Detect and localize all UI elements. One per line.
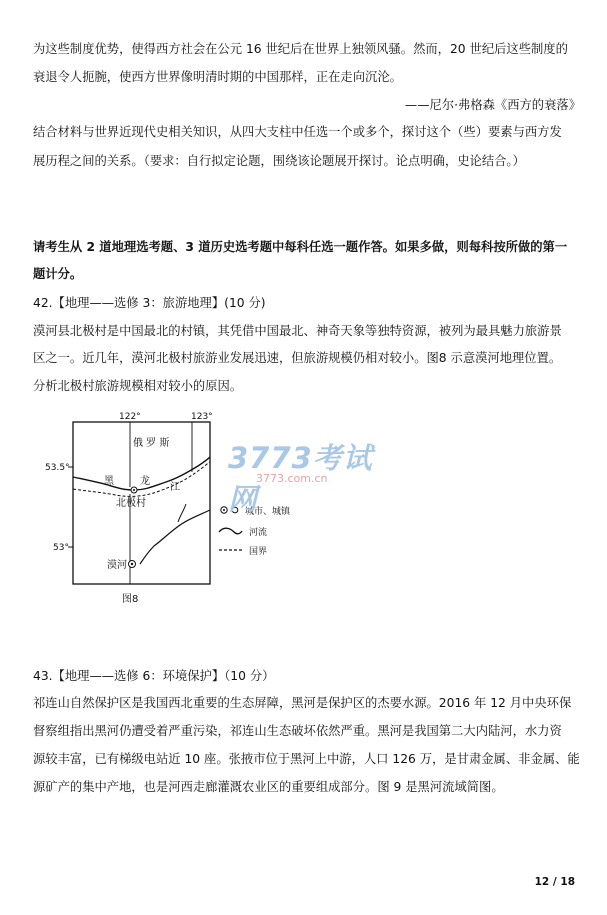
page-number: 12 / 18 [534,876,575,888]
russia-label: 俄 罗 斯 [133,438,170,449]
passage-line-1: 为这些制度优势，使得西方社会在公元 16 世纪后在世界上独领风骚。然而，20 世纪后这些制度的 [33,42,568,56]
river-label-long: 龙 [140,476,150,487]
passage-line-2: 衰退令人扼腕，使西方世界像明清时期的中国那样，正在走向沉沦。 [33,70,402,84]
q42-line-3: 分析北极村旅游规模相对较小的原因。 [33,379,243,393]
instruction-line-2: 题计分。 [33,267,83,281]
q43-line-4: 源矿产的集中产地，也是河西走廊灌溉农业区的重要组成部分。图 9 是黑河流域简图。 [33,780,504,794]
instruction-line-1: 请考生从 2 道地理选考题、3 道历史选考题中每科任选一题作答。如果多做，则每科按所做的第一 [33,240,568,254]
legend-border-label: 国界 [249,547,268,557]
beiji-village-dot [133,489,135,491]
longitude-123-label: 123° [191,412,213,422]
latitude-53-5-label: 53.5° [45,463,70,473]
q42-header: 42.【地理——选修 3：旅游地理】(10 分) [33,296,266,310]
longitude-122-label: 122° [119,412,141,422]
q43-line-1: 祁连山自然保护区是我国西北重要的生态屏障，黑河是保护区的杰要水源。2016 年 12 月中央环保 [33,696,572,710]
legend-city-label: 城市、城镇 [245,507,291,517]
task-line-1: 结合材料与世界近现代史相关知识，从四大支柱中任选一个或多个，探讨这个（些）要素与西方发 [33,125,562,139]
watermark-url: 3773.com.cn [256,472,328,485]
q43-header: 43.【地理——选修 6：环境保护】（10 分） [33,669,275,683]
latitude-53-label: 53° [53,543,69,553]
legend-city-dot [223,509,225,511]
legend-river-symbol [219,528,242,534]
q42-line-2: 区之一。近几年，漠河北极村旅游业发展迅速，但旅游规模仍相对较小。图8 示意漠河地理位置。 [33,351,562,365]
quote-attribution: ——尼尔·弗格森《西方的衰落》 [404,98,581,112]
q43-line-2: 督察组指出黑河仍遭受着严重污染，祁连山生态破坏依然严重。黑河是我国第二大内陆河，水力资 [33,724,562,738]
task-line-2: 展历程之间的关系。（要求：自行拟定论题，围绕该论题展开探讨。论点明确，史论结合。） [33,154,525,168]
river-label-hei: 黑 [104,476,114,487]
mohe-city-dot [131,563,133,565]
river-label-jiang: 江 [170,482,180,493]
figure-8-caption: 图8 [122,594,139,605]
legend-river-label: 河流 [249,528,268,538]
small-stream [178,504,186,522]
beiji-village-label: 北极村 [116,498,146,509]
mohe-label: 漠河 [107,560,127,571]
tributary-river [140,510,210,564]
q42-line-1: 漠河县北极村是中国最北的村镇，其凭借中国最北、神奇天象等独特资源，被列为最具魅力旅游景 [33,324,562,338]
watermark-main-text: 3773考试网 [228,441,373,516]
q43-line-3: 源较丰富，已有梯级电站近 10 座。张掖市位于黑河上中游，人口 126 万，是甘肃金属、非金属、能 [33,752,580,766]
